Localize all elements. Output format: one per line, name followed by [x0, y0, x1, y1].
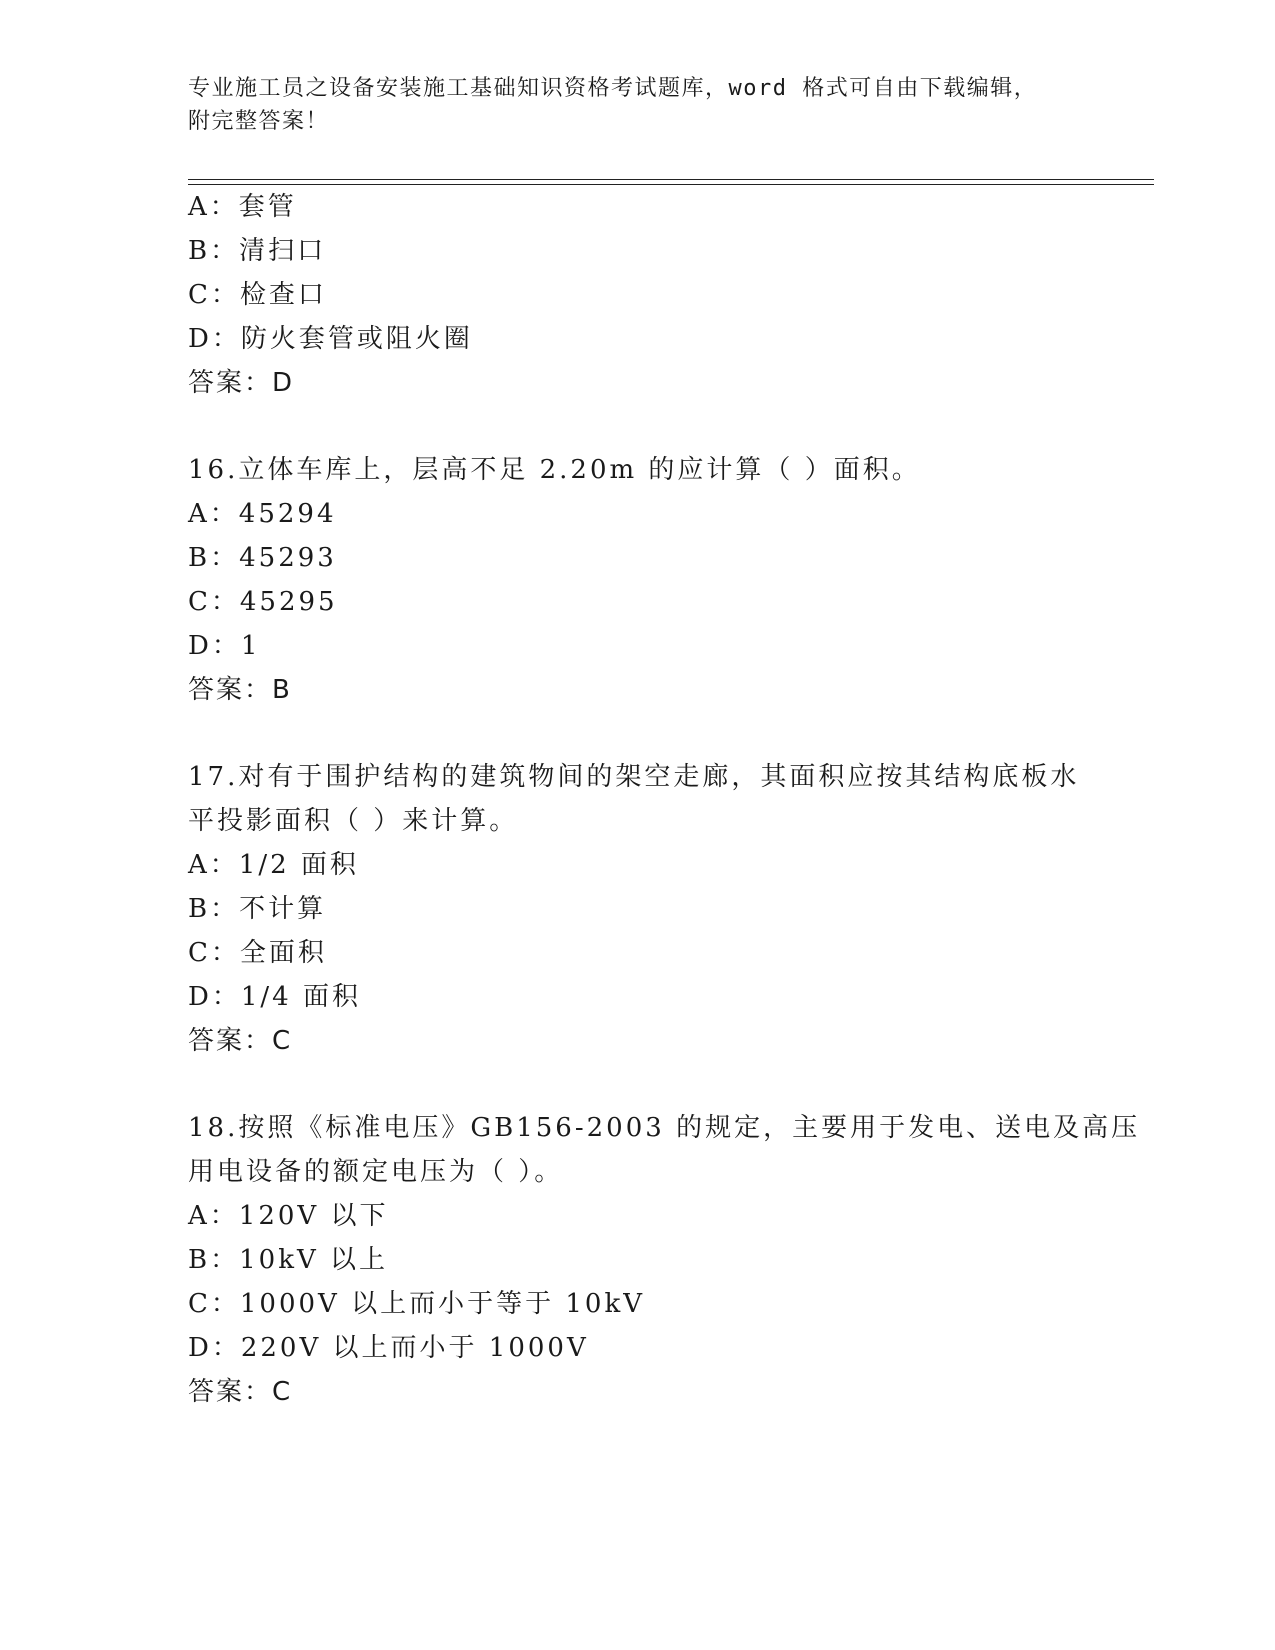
- header-line-2: 附完整答案！: [188, 109, 330, 134]
- q16-option-d: D：1: [188, 631, 261, 661]
- q16-option-a: A：45294: [188, 499, 337, 529]
- header-divider-bottom: [188, 184, 1154, 185]
- q18-option-a: A：120V 以下: [188, 1201, 389, 1231]
- q18-question-line-1: 18.按照《标准电压》GB156-2003 的规定，主要用于发电、送电及高压: [188, 1113, 1141, 1143]
- document-header: [188, 72, 1108, 138]
- q16-option-c: C：45295: [188, 587, 338, 617]
- q17-answer: 答案：C: [188, 1026, 293, 1056]
- q18-option-d: D：220V 以上而小于 1000V: [188, 1333, 589, 1363]
- q16-answer: 答案：B: [188, 675, 292, 705]
- q15-option-b: B：清扫口: [188, 236, 327, 266]
- q17-option-a: A：1/2 面积: [188, 850, 359, 880]
- q17-question-line-2: 平投影面积（ ）来计算。: [188, 806, 519, 836]
- q15-answer: 答案：D: [188, 368, 295, 398]
- q18-question-line-2: 用电设备的额定电压为（ ）。: [188, 1157, 564, 1187]
- q17-option-b: B：不计算: [188, 894, 327, 924]
- q15-option-a: A：套管: [188, 192, 297, 222]
- q18-option-b: B：10kV 以上: [188, 1245, 388, 1275]
- header-divider-top: [188, 179, 1154, 180]
- header-line-1: 专业施工员之设备安装施工基础知识资格考试题库，word 格式可自由下载编辑，: [188, 76, 1038, 101]
- q15-option-d: D：防火套管或阻火圈: [188, 324, 473, 354]
- q18-answer: 答案：C: [188, 1377, 293, 1407]
- q17-option-c: C：全面积: [188, 938, 327, 968]
- q18-option-c: C：1000V 以上而小于等于 10kV: [188, 1289, 645, 1319]
- q15-option-c: C：检查口: [188, 280, 327, 310]
- q16-option-b: B：45293: [188, 543, 337, 573]
- q16-question: 16.立体车库上，层高不足 2.20m 的应计算（ ）面积。: [188, 455, 921, 485]
- q17-option-d: D：1/4 面积: [188, 982, 361, 1012]
- q17-question-line-1: 17.对有于围护结构的建筑物间的架空走廊，其面积应按其结构底板水: [188, 762, 1080, 792]
